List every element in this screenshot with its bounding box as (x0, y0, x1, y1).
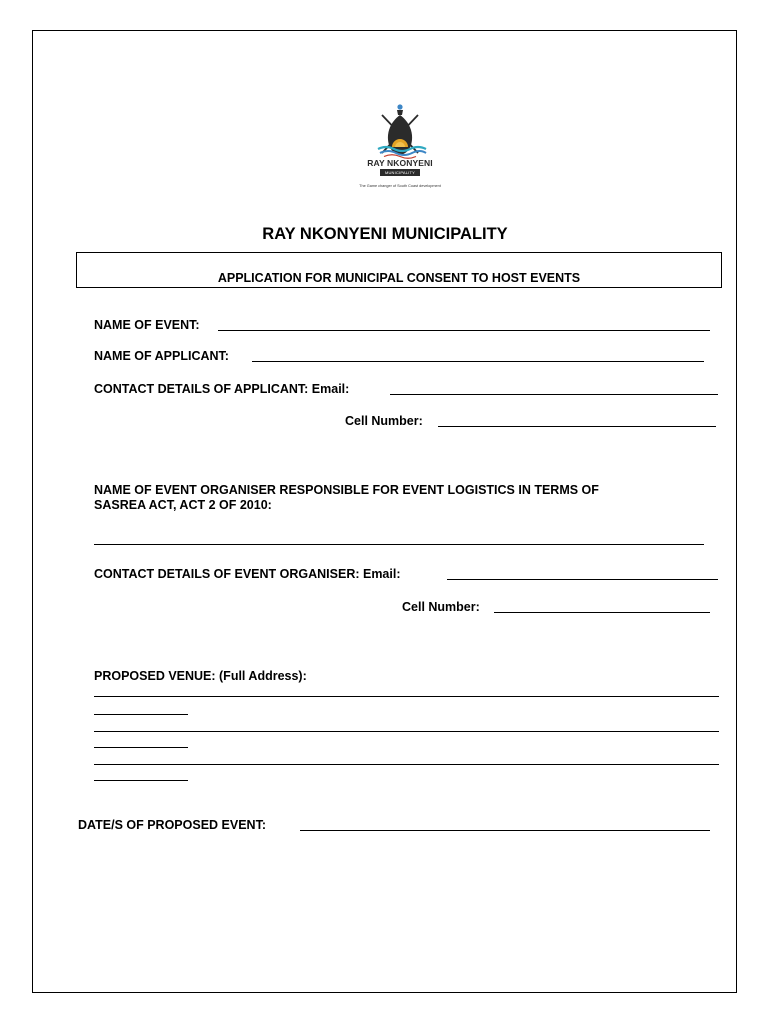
dates-label: DATE/S OF PROPOSED EVENT: (78, 818, 266, 832)
logo-subname: MUNICIPALITY (380, 169, 420, 176)
venue-line-3[interactable] (94, 764, 719, 765)
venue-line-1-cont[interactable] (94, 714, 188, 715)
venue-line-2-cont[interactable] (94, 747, 188, 748)
logo-name: RAY NKONYENI (367, 158, 433, 168)
applicant-cell-label: Cell Number: (345, 414, 423, 428)
applicant-name-label: NAME OF APPLICANT: (94, 349, 229, 363)
event-name-field[interactable] (218, 330, 710, 331)
applicant-email-label: CONTACT DETAILS OF APPLICANT: Email: (94, 382, 350, 396)
organiser-label-line2: SASREA ACT, ACT 2 OF 2010: (94, 498, 272, 512)
organiser-cell-label: Cell Number: (402, 600, 480, 614)
organiser-cell-field[interactable] (494, 612, 710, 613)
logo-tagline: The Game changer of South Coast development (359, 184, 441, 188)
dates-field[interactable] (300, 830, 710, 831)
page-title: RAY NKONYENI MUNICIPALITY (262, 225, 508, 243)
venue-line-1[interactable] (94, 696, 719, 697)
applicant-cell-field[interactable] (438, 426, 716, 427)
venue-line-3-cont[interactable] (94, 780, 188, 781)
applicant-name-field[interactable] (252, 361, 704, 362)
organiser-label-line1: NAME OF EVENT ORGANISER RESPONSIBLE FOR EVENT LOGISTICS IN TERMS OF (94, 483, 599, 497)
subtitle-box (76, 252, 722, 288)
event-name-label: NAME OF EVENT: (94, 318, 200, 332)
organiser-name-field[interactable] (94, 544, 704, 545)
venue-line-2[interactable] (94, 731, 719, 732)
municipality-logo (342, 103, 458, 195)
form-subtitle: APPLICATION FOR MUNICIPAL CONSENT TO HOST EVENTS (217, 271, 581, 285)
venue-label: PROPOSED VENUE: (Full Address): (94, 669, 307, 683)
organiser-email-label: CONTACT DETAILS OF EVENT ORGANISER: Email: (94, 567, 401, 581)
shield-emblem-icon (342, 103, 458, 195)
applicant-email-field[interactable] (390, 394, 718, 395)
organiser-email-field[interactable] (447, 579, 718, 580)
